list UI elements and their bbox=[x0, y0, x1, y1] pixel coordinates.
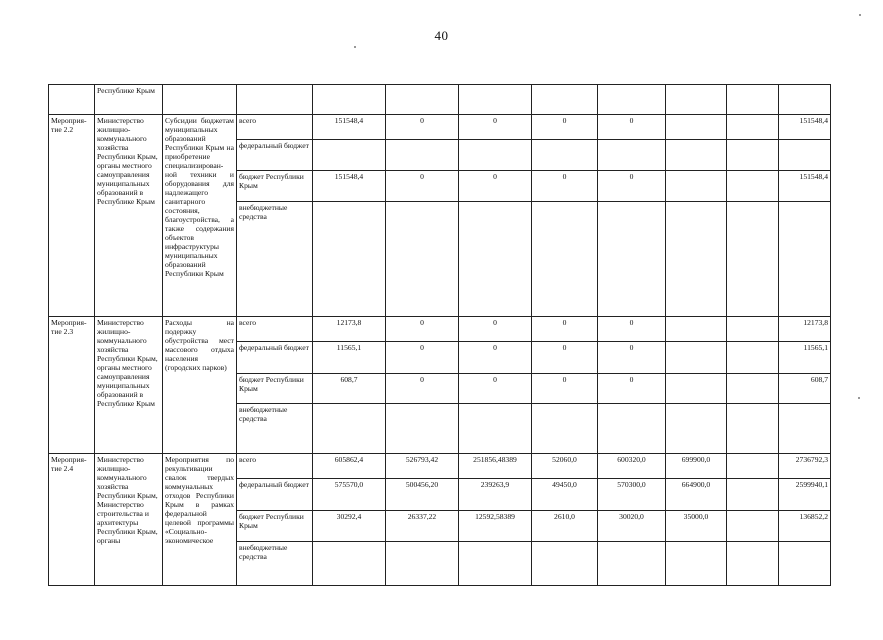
executor-cell: Министерство жилищно-коммунального хозяйства Республики Крым, Министерство строительства и архитектуры Республики Крым, органы bbox=[95, 454, 163, 586]
event-cell: Мероприя-тие 2.3 bbox=[49, 317, 95, 454]
value-cell: 12173,8 bbox=[313, 317, 386, 342]
value-cell bbox=[666, 342, 727, 374]
value-cell: 12592,58389 bbox=[459, 511, 532, 542]
value-cell: 136852,2 bbox=[779, 511, 831, 542]
value-cell: 251856,48389 bbox=[459, 454, 532, 479]
value-cell: 664900,0 bbox=[666, 479, 727, 511]
value-cell bbox=[386, 140, 459, 171]
value-cell: 2610,0 bbox=[532, 511, 598, 542]
value-cell: 151548,4 bbox=[313, 115, 386, 140]
value-cell bbox=[779, 404, 831, 454]
value-cell bbox=[727, 511, 779, 542]
value-cell: 30020,0 bbox=[598, 511, 666, 542]
page-number: 40 bbox=[434, 28, 449, 43]
executor-cell: Министерство жилищно-коммунального хозяйства Республики Крым, органы местного самоуправления муниципальных образований в Республике Крым bbox=[95, 317, 163, 454]
value-cell: 0 bbox=[386, 342, 459, 374]
budget-table bbox=[48, 84, 831, 586]
description-cell: Мероприятия по рекультивации свалок твердых коммунальных отходов Республики Крым в рамках федеральной целевой программы «Социально-экономическое bbox=[163, 454, 237, 586]
value-cell bbox=[666, 317, 727, 342]
funding-source-label: федеральный бюджет bbox=[237, 140, 313, 171]
value-cell bbox=[459, 202, 532, 317]
funding-source-label: бюджет Республики Крым bbox=[237, 374, 313, 404]
value-cell: 526793,42 bbox=[386, 454, 459, 479]
value-cell bbox=[779, 202, 831, 317]
funding-source-label: внебюджетные средства bbox=[237, 202, 313, 317]
value-cell bbox=[386, 404, 459, 454]
value-cell: 605862,4 bbox=[313, 454, 386, 479]
value-cell: 0 bbox=[598, 317, 666, 342]
value-cell bbox=[386, 202, 459, 317]
funding-source-label: всего bbox=[237, 454, 313, 479]
value-cell: 0 bbox=[386, 374, 459, 404]
value-cell: 575570,0 bbox=[313, 479, 386, 511]
executor-cell: Министерство жилищно-коммунального хозяйства Республики Крым, органы местного самоуправления муниципальных образований в Республике Крым bbox=[95, 115, 163, 317]
value-cell: 49450,0 bbox=[532, 479, 598, 511]
value-cell bbox=[598, 542, 666, 586]
description-cell: Субсидии бюджетам муниципальных образований Республики Крым на приобретение специализирован-ной техники и оборудования для надлежащего санитарного состояния, благоустройства, а также содержания объектов инфраструктуры муниципальных образований Республики Крым bbox=[163, 115, 237, 317]
event-cell bbox=[49, 85, 95, 115]
value-cell: 0 bbox=[532, 374, 598, 404]
event-cell: Мероприя-тие 2.4 bbox=[49, 454, 95, 586]
description-cell: Расходы на подержку обустройства мест массового отдыха населения (городских парков) bbox=[163, 317, 237, 454]
value-cell: 52060,0 bbox=[532, 454, 598, 479]
value-cell bbox=[459, 542, 532, 586]
value-cell: 0 bbox=[386, 317, 459, 342]
value-cell: 0 bbox=[459, 115, 532, 140]
value-cell bbox=[666, 140, 727, 171]
value-cell: 151548,4 bbox=[779, 115, 831, 140]
funding-source-label: внебюджетные средства bbox=[237, 404, 313, 454]
value-cell: 500456,20 bbox=[386, 479, 459, 511]
value-cell bbox=[727, 454, 779, 479]
value-cell: 11565,1 bbox=[779, 342, 831, 374]
value-cell: 0 bbox=[459, 171, 532, 202]
funding-source-label: всего bbox=[237, 115, 313, 140]
value-cell: 570300,0 bbox=[598, 479, 666, 511]
value-cell: 26337,22 bbox=[386, 511, 459, 542]
value-cell: 151548,4 bbox=[779, 171, 831, 202]
value-cell: 608,7 bbox=[779, 374, 831, 404]
value-cell: 0 bbox=[386, 115, 459, 140]
value-cell: 30292,4 bbox=[313, 511, 386, 542]
value-cell bbox=[727, 374, 779, 404]
value-cell bbox=[727, 202, 779, 317]
value-cell: 0 bbox=[386, 171, 459, 202]
value-cell bbox=[727, 404, 779, 454]
value-cell bbox=[779, 140, 831, 171]
value-cell: 0 bbox=[459, 342, 532, 374]
value-cell bbox=[598, 140, 666, 171]
value-cell: 0 bbox=[598, 115, 666, 140]
value-cell bbox=[313, 404, 386, 454]
value-cell bbox=[727, 115, 779, 140]
value-cell bbox=[598, 404, 666, 454]
value-cell bbox=[313, 542, 386, 586]
funding-source-label: федеральный бюджет bbox=[237, 479, 313, 511]
value-cell: 35000,0 bbox=[666, 511, 727, 542]
value-cell bbox=[459, 404, 532, 454]
value-cell: 0 bbox=[459, 317, 532, 342]
value-cell bbox=[727, 542, 779, 586]
value-cell bbox=[666, 374, 727, 404]
value-cell bbox=[532, 140, 598, 171]
value-cell bbox=[727, 140, 779, 171]
value-cell: 0 bbox=[532, 342, 598, 374]
value-cell bbox=[666, 171, 727, 202]
value-cell: 11565,1 bbox=[313, 342, 386, 374]
funding-source-label: бюджет Республики Крым bbox=[237, 511, 313, 542]
value-cell bbox=[313, 202, 386, 317]
value-cell: 0 bbox=[598, 171, 666, 202]
value-cell bbox=[779, 542, 831, 586]
value-cell bbox=[386, 542, 459, 586]
funding-source-label: бюджет Республики Крым bbox=[237, 171, 313, 202]
event-cell: Мероприя-тие 2.2 bbox=[49, 115, 95, 317]
value-cell: 0 bbox=[532, 171, 598, 202]
value-cell: 0 bbox=[459, 374, 532, 404]
value-cell bbox=[666, 404, 727, 454]
value-cell bbox=[727, 479, 779, 511]
value-cell bbox=[727, 171, 779, 202]
value-cell: 151548,4 bbox=[313, 171, 386, 202]
funding-source-label: федеральный бюджет bbox=[237, 342, 313, 374]
value-cell: 608,7 bbox=[313, 374, 386, 404]
value-cell bbox=[666, 202, 727, 317]
value-cell bbox=[459, 140, 532, 171]
value-cell: 0 bbox=[532, 115, 598, 140]
funding-source-label: всего bbox=[237, 317, 313, 342]
value-cell bbox=[727, 317, 779, 342]
value-cell: 600320,0 bbox=[598, 454, 666, 479]
value-cell bbox=[532, 404, 598, 454]
value-cell bbox=[666, 542, 727, 586]
value-cell: 0 bbox=[598, 342, 666, 374]
value-cell bbox=[532, 542, 598, 586]
value-cell: 0 bbox=[532, 317, 598, 342]
value-cell: 699900,0 bbox=[666, 454, 727, 479]
value-cell bbox=[727, 342, 779, 374]
table-row bbox=[49, 115, 831, 140]
value-cell: 12173,8 bbox=[779, 317, 831, 342]
funding-source-label: внебюджетные средства bbox=[237, 542, 313, 586]
header-continuation-row bbox=[49, 85, 831, 115]
table-row bbox=[49, 317, 831, 342]
value-cell: 2599940,1 bbox=[779, 479, 831, 511]
table-row bbox=[49, 454, 831, 479]
value-cell bbox=[666, 115, 727, 140]
executor-cell: Республике Крым bbox=[95, 85, 163, 115]
value-cell bbox=[313, 140, 386, 171]
value-cell: 2736792,3 bbox=[779, 454, 831, 479]
value-cell: 239263,9 bbox=[459, 479, 532, 511]
value-cell bbox=[532, 202, 598, 317]
value-cell bbox=[598, 202, 666, 317]
value-cell: 0 bbox=[598, 374, 666, 404]
